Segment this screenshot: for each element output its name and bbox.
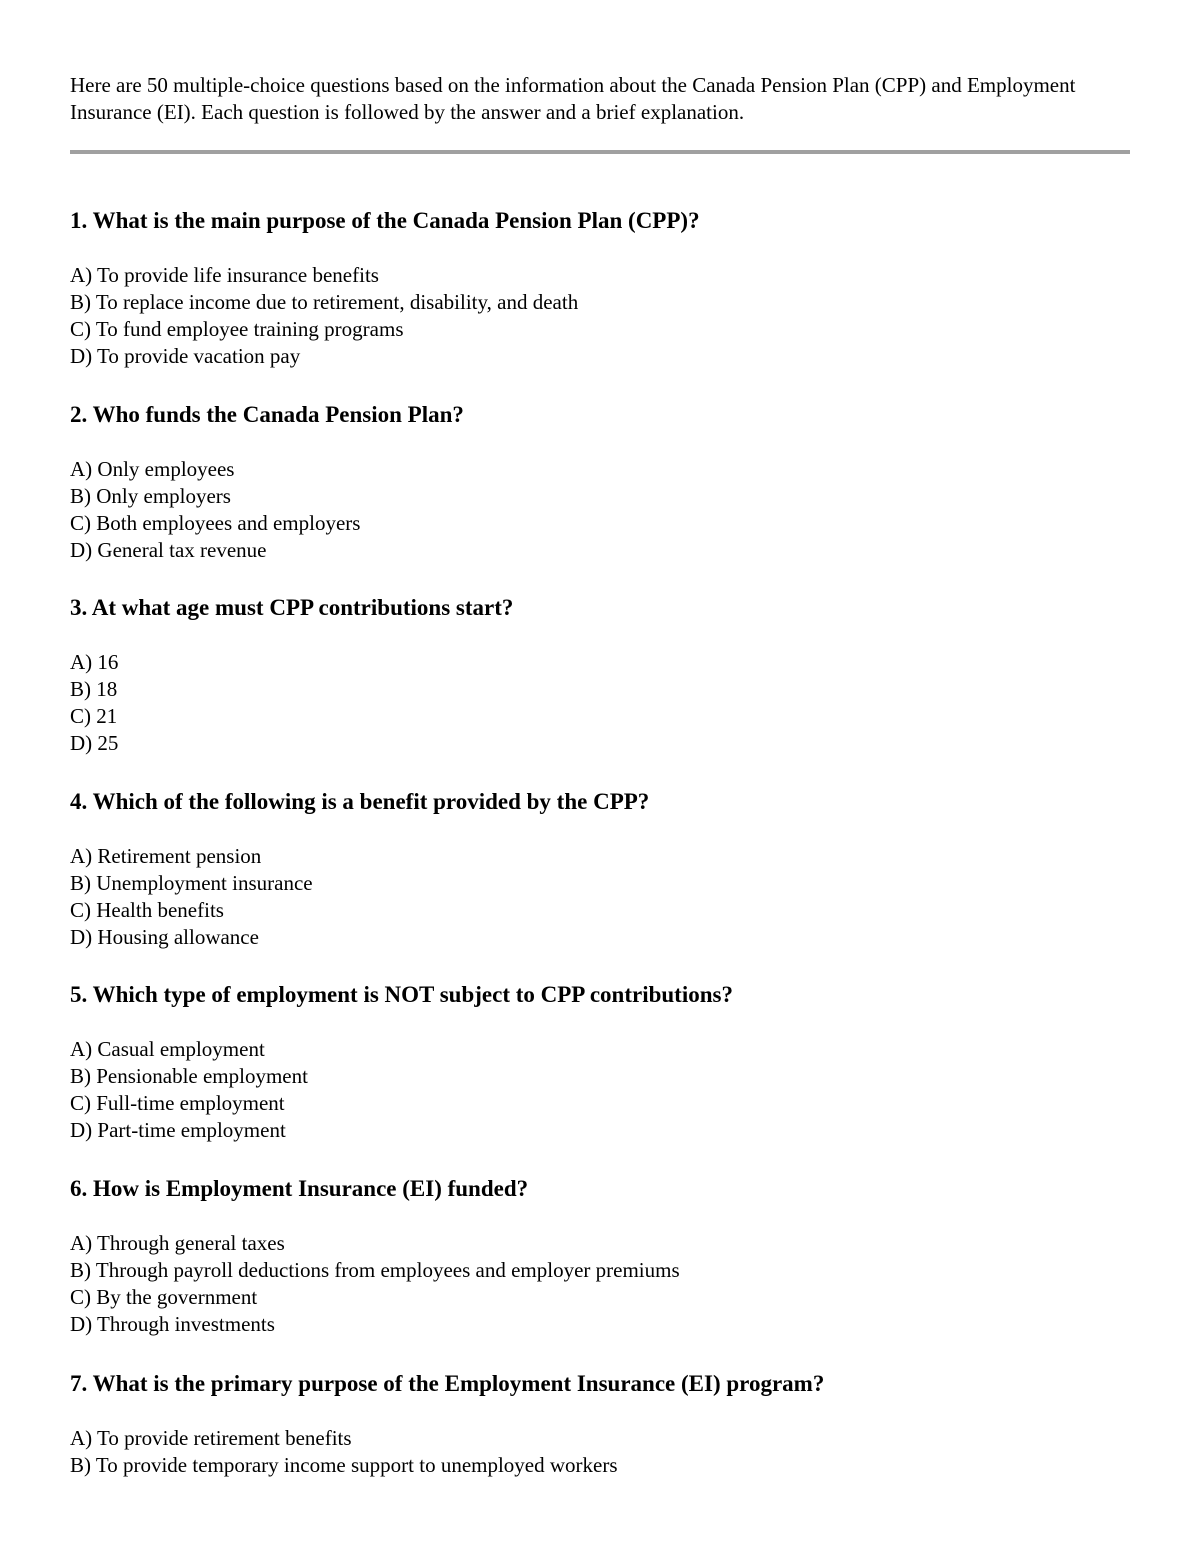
option-a: A) Only employees (70, 457, 235, 481)
option-b: B) To replace income due to retirement, disability, and death (70, 290, 579, 314)
option-list (70, 843, 1130, 951)
option-b: B) Unemployment insurance (70, 871, 313, 895)
question-title: 1. What is the main purpose of the Canada Pension Plan (CPP)? (70, 208, 700, 233)
option-c: C) 21 (70, 704, 118, 728)
option-a: A) To provide retirement benefits (70, 1426, 352, 1450)
option-a: A) Retirement pension (70, 844, 262, 868)
option-b: B) Pensionable employment (70, 1064, 308, 1088)
question-1 (70, 207, 1130, 370)
option-a: A) To provide life insurance benefits (70, 263, 379, 287)
option-c: C) Full-time employment (70, 1091, 285, 1115)
option-list (70, 649, 1130, 757)
question-title: 5. Which type of employment is NOT subject to CPP contributions? (70, 982, 733, 1007)
option-b: B) Through payroll deductions from employees and employer premiums (70, 1258, 680, 1282)
question-title: 7. What is the primary purpose of the Employment Insurance (EI) program? (70, 1371, 825, 1396)
option-a: A) 16 (70, 650, 119, 674)
option-a: A) Casual employment (70, 1037, 265, 1061)
question-3 (70, 594, 1130, 757)
option-list (70, 1230, 1130, 1338)
question-title: 2. Who funds the Canada Pension Plan? (70, 402, 464, 427)
option-d: D) Part-time employment (70, 1118, 286, 1142)
question-4 (70, 788, 1130, 951)
option-c: C) Both employees and employers (70, 511, 361, 535)
option-c: C) Health benefits (70, 898, 224, 922)
question-6 (70, 1175, 1130, 1338)
option-d: D) General tax revenue (70, 538, 267, 562)
question-5 (70, 981, 1130, 1144)
option-list (70, 1425, 1130, 1479)
option-d: D) 25 (70, 731, 119, 755)
option-list (70, 262, 1130, 370)
option-d: D) To provide vacation pay (70, 344, 301, 368)
option-c: C) To fund employee training programs (70, 317, 404, 341)
question-7 (70, 1370, 1130, 1479)
option-d: D) Housing allowance (70, 925, 259, 949)
intro-paragraph: Here are 50 multiple-choice questions based on the information about the Canada Pension Plan (CPP) and Employment Insurance (EI). Each question is followed by the answer and a brief explanation. (70, 73, 1076, 124)
option-b: B) 18 (70, 677, 118, 701)
option-b: B) Only employers (70, 484, 231, 508)
option-b: B) To provide temporary income support to unemployed workers (70, 1453, 618, 1477)
question-title: 4. Which of the following is a benefit provided by the CPP? (70, 789, 650, 814)
question-title: 3. At what age must CPP contributions start? (70, 595, 514, 620)
horizontal-divider (70, 150, 1130, 154)
option-list (70, 456, 1130, 564)
option-d: D) Through investments (70, 1312, 275, 1336)
option-c: C) By the government (70, 1285, 258, 1309)
question-2 (70, 401, 1130, 564)
option-a: A) Through general taxes (70, 1231, 285, 1255)
question-title: 6. How is Employment Insurance (EI) funded? (70, 1176, 529, 1201)
option-list (70, 1036, 1130, 1144)
